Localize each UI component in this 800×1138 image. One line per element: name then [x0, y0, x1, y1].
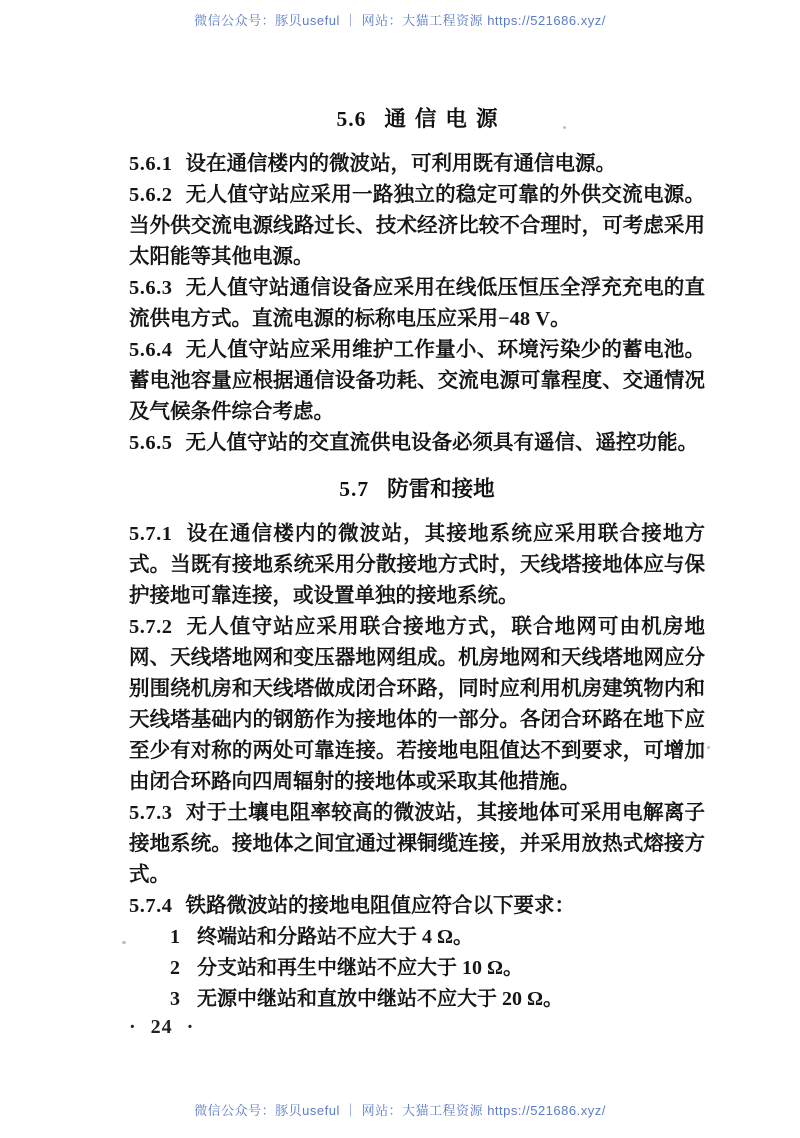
list-item-text: 无源中继站和直放中继站不应大于 20 Ω。	[197, 988, 564, 1010]
clause-number: 5.7.1	[129, 523, 173, 545]
clause-number: 5.6.5	[129, 432, 173, 454]
clause-5-6-3	[129, 273, 705, 335]
watermark-header: 微信公众号：豚贝useful ｜ 网站：大猫工程资源 https://521686.xyz/	[194, 13, 606, 28]
clause-number: 5.7.2	[129, 616, 173, 638]
section-title: 通信电源	[384, 107, 507, 131]
clause-text: 铁路微波站的接地电阻值应符合以下要求：	[185, 895, 575, 917]
watermark-footer: 微信公众号：豚贝useful ｜ 网站：大猫工程资源 https://521686.xyz/	[194, 1103, 606, 1118]
clause-number: 5.6.4	[129, 339, 173, 361]
clause-number: 5.7.4	[129, 895, 173, 917]
clause-text: 无人值守站的交直流供电设备必须具有遥信、遥控功能。	[185, 432, 698, 454]
clause-5-7-3	[129, 798, 705, 891]
clause-5-6-2	[129, 180, 705, 273]
clause-number: 5.6.1	[129, 153, 173, 175]
clause-text: 无人值守站应采用联合接地方式，联合地网可由机房地网、天线塔地网和变压器地网组成。机房地网和天线塔地网应分别围绕机房和天线塔做成闭合环路，同时应利用机房建筑物内和天线塔基础内的钢筋作为接地体的一部分。各闭合环路在地下应至少有对称的两处可靠连接。若接地电阻值达不到要求，可增加由闭合环路向四周辐射的接地体或采取其他措施。	[129, 616, 705, 793]
clause-text: 无人值守站应采用维护工作量小、环境污染少的蓄电池。蓄电池容量应根据通信设备功耗、交流电源可靠程度、交通情况及气候条件综合考虑。	[129, 339, 705, 423]
list-item-number: 2	[170, 957, 180, 979]
clause-text: 无人值守站通信设备应采用在线低压恒压全浮充充电的直流供电方式。直流电源的标称电压应采用−48 V。	[129, 277, 705, 330]
clause-number: 5.6.2	[129, 184, 173, 206]
section-heading-5-7	[129, 472, 705, 506]
clause-5-6-4	[129, 335, 705, 428]
list-item-3	[129, 984, 705, 1015]
list-item-text: 终端站和分路站不应大于 4 Ω。	[197, 926, 474, 948]
clause-5-7-4	[129, 891, 705, 922]
list-item-number: 3	[170, 988, 180, 1010]
clause-5-7-1	[129, 519, 705, 612]
clause-text: 设在通信楼内的微波站，可利用既有通信电源。	[185, 153, 616, 175]
clause-text: 对于土壤电阻率较高的微波站，其接地体可采用电解离子接地系统。接地体之间宜通过裸铜缆连接，并采用放热式熔接方式。	[129, 802, 705, 886]
list-item-1	[129, 922, 705, 953]
list-item-2	[129, 953, 705, 984]
clause-text: 设在通信楼内的微波站，其接地系统应采用联合接地方式。当既有接地系统采用分散接地方式时，天线塔接地体应与保护接地可靠连接，或设置单独的接地系统。	[129, 523, 705, 607]
section-heading-5-6	[129, 102, 705, 136]
section-number: 5.7	[339, 477, 370, 501]
list-item-number: 1	[170, 926, 180, 948]
clause-5-6-5	[129, 428, 705, 459]
page-number: · 24 ·	[129, 1016, 195, 1038]
scan-speckle	[122, 941, 126, 944]
list-item-text: 分支站和再生中继站不应大于 10 Ω。	[197, 957, 524, 979]
document-content	[129, 102, 705, 1039]
clause-5-7-2	[129, 612, 705, 798]
clause-number: 5.6.3	[129, 277, 173, 299]
section-title: 防雷和接地	[387, 477, 495, 501]
clause-text: 无人值守站应采用一路独立的稳定可靠的外供交流电源。当外供交流电源线路过长、技术经济比较不合理时，可考虑采用太阳能等其他电源。	[129, 184, 705, 268]
section-number: 5.6	[336, 107, 367, 131]
scan-speckle	[563, 126, 566, 129]
requirement-list	[129, 922, 705, 1015]
clause-number: 5.7.3	[129, 802, 173, 824]
clause-5-6-1	[129, 149, 705, 180]
scan-speckle	[707, 746, 710, 749]
